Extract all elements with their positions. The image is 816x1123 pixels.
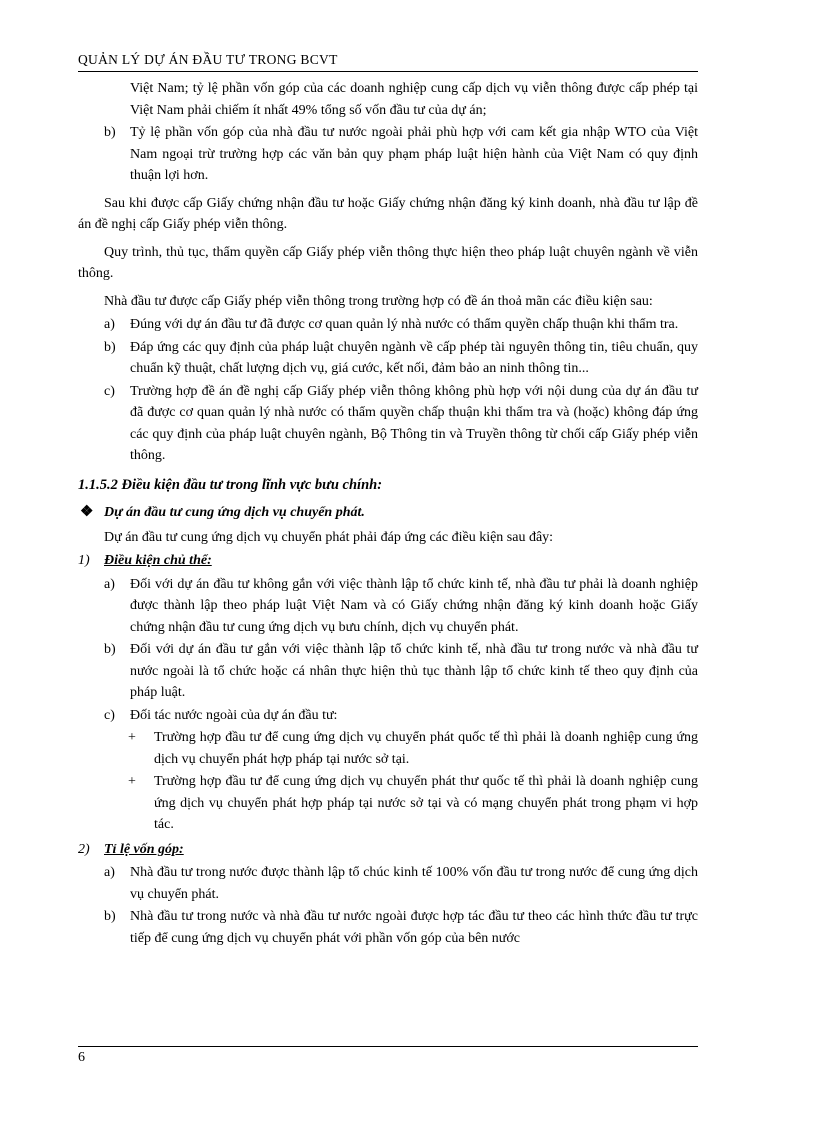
- list-text: Đúng với dự án đầu tư đã được cơ quan quản lý nhà nước có thẩm quyền chấp thuận khi thẩm tra.: [130, 317, 679, 332]
- section-heading: 1.1.5.2 Điều kiện đầu tư trong lĩnh vực bưu chính:: [78, 476, 383, 493]
- diamond-bullet-icon: ❖: [80, 504, 94, 520]
- list-marker: b): [104, 339, 116, 355]
- number-marker: 2): [78, 841, 90, 857]
- list-item: [78, 639, 698, 704]
- list-text: Nhà đầu tư trong nước và nhà đầu tư nước ngoài được hợp tác đầu tư theo các hình thức đầu tư trực tiếp để cung ứng dịch vụ chuyển phát với phần vốn góp của bên nước: [130, 909, 698, 946]
- paragraph: Dự án đầu tư cung ứng dịch vụ chuyển phát phải đáp ứng các điều kiện sau đây:: [104, 529, 554, 545]
- list-marker: b): [104, 909, 116, 924]
- list-item: [78, 122, 698, 187]
- list-text: Nhà đầu tư trong nước được thành lập tổ chúc kinh tế 100% vốn đầu tư trong nước để cung ứng dịch vụ chuyển phát.: [130, 865, 698, 902]
- numbered-title: Tỉ lệ vốn góp:: [104, 841, 184, 857]
- paragraph: Nhà đầu tư được cấp Giấy phép viễn thông trong trường hợp có đề án thoả mãn các điều kiện sau:: [104, 293, 653, 309]
- page-content: [78, 78, 698, 950]
- project-title: Dự án đầu tư cung ứng dịch vụ chuyển phát.: [104, 505, 365, 520]
- list-text: Đáp ứng các quy định của pháp luật chuyên ngành về cấp phép tài nguyên thông tin, tiêu chuẩn, quy chuẩn kỹ thuật, chất lượng dịch vụ, giá cước, kết nối, đảm bảo an ninh thông tin...: [130, 339, 698, 376]
- list-text: Đối tác nước ngoài của dự án đầu tư:: [130, 707, 338, 723]
- paragraph: Sau khi được cấp Giấy chứng nhận đầu tư hoặc Giấy chứng nhận đăng ký kinh doanh, nhà đầu tư lập đề án đề nghị cấp Giấy phép viễn thông.: [78, 195, 698, 232]
- list-text: Trường hợp đề án đề nghị cấp Giấy phép viễn thông không phù hợp với nội dung của dự án đầu tư đã được cơ quan quản lý nhà nước có thẩm quyền chấp thuận khi thẩm tra và (hoặc) không đáp ứng các quy định của pháp luật chuyên ngành, Bộ Thông tin và Truyền thông từ chối cấp Giấy phép viễn thông.: [130, 383, 698, 463]
- list-item: [78, 574, 698, 639]
- list-item: [78, 381, 698, 467]
- list-item: [78, 314, 698, 336]
- list-text: Đối với dự án đầu tư gắn với việc thành lập tổ chức kinh tế, nhà đầu tư trong nước và nhà đầu tư nước ngoài là tổ chức hoặc cá nhân thực hiện thủ tục thành lập tổ chức kinh tế theo quy định của pháp luật.: [130, 642, 698, 700]
- numbered-title: Điều kiện chủ thể:: [104, 553, 212, 568]
- list-text: Đối với dự án đầu tư không gắn với việc thành lập tổ chức kinh tế, nhà đầu tư phải là doanh nghiệp được thành lập theo pháp luật Việt Nam và có Giấy chứng nhận đăng ký kinh doanh hoặc Giấy chứng nhận đầu tư cung ứng dịch vụ bưu chính, dịch vụ chuyển phát.: [130, 576, 698, 635]
- numbered-heading: [78, 550, 698, 572]
- list-marker: c): [104, 707, 115, 723]
- list-item: [78, 705, 698, 727]
- project-heading: [78, 502, 698, 524]
- page-footer: [78, 1046, 698, 1066]
- plus-marker: +: [128, 774, 136, 789]
- list-marker: a): [104, 317, 115, 332]
- list-item: [78, 906, 698, 949]
- page-number: 6: [78, 1050, 85, 1065]
- numbered-heading: [78, 839, 698, 861]
- continued-text: Việt Nam; tỷ lệ phần vốn góp của các doanh nghiệp cung cấp dịch vụ viễn thông được cấp phép tại Việt Nam phải chiếm ít nhất 49% tổng số vốn đầu tư của dự án;: [130, 81, 698, 118]
- page-header: [78, 52, 698, 72]
- number-marker: 1): [78, 553, 90, 568]
- list-text: Trường hợp đầu tư để cung ứng dịch vụ chuyển phát thư quốc tế thì phải là doanh nghiệp cung ứng dịch vụ chuyển phát hợp pháp tại nước sở tại và có mạng chuyển phát trong phạm vi hợp tác.: [154, 774, 698, 832]
- plus-marker: +: [128, 730, 136, 745]
- list-marker: b): [104, 642, 116, 657]
- list-marker: a): [104, 576, 115, 592]
- paragraph: Quy trình, thủ tục, thẩm quyền cấp Giấy phép viễn thông thực hiện theo pháp luật chuyên ngành về viễn thông.: [78, 244, 698, 281]
- list-marker: b): [104, 125, 116, 140]
- sub-list-item: [78, 771, 698, 836]
- list-text: Trường hợp đầu tư để cung ứng dịch vụ chuyển phát quốc tế thì phải là doanh nghiệp cung ứng dịch vụ chuyển phát hợp pháp tại nước sở tại.: [154, 730, 698, 767]
- list-marker: a): [104, 865, 115, 880]
- list-marker: c): [104, 383, 115, 399]
- list-text: Tỷ lệ phần vốn góp của nhà đầu tư nước ngoài phải phù hợp với cam kết gia nhập WTO của Việt Nam ngoại trừ trường hợp các văn bản quy phạm pháp luật hiện hành của Việt Nam có quy định thuận lợi hơn.: [130, 125, 698, 183]
- sub-list-item: [78, 727, 698, 770]
- header-title: QUẢN LÝ DỰ ÁN ĐẦU TƯ TRONG BCVT: [78, 52, 338, 67]
- list-item: [78, 337, 698, 380]
- list-item: [78, 862, 698, 905]
